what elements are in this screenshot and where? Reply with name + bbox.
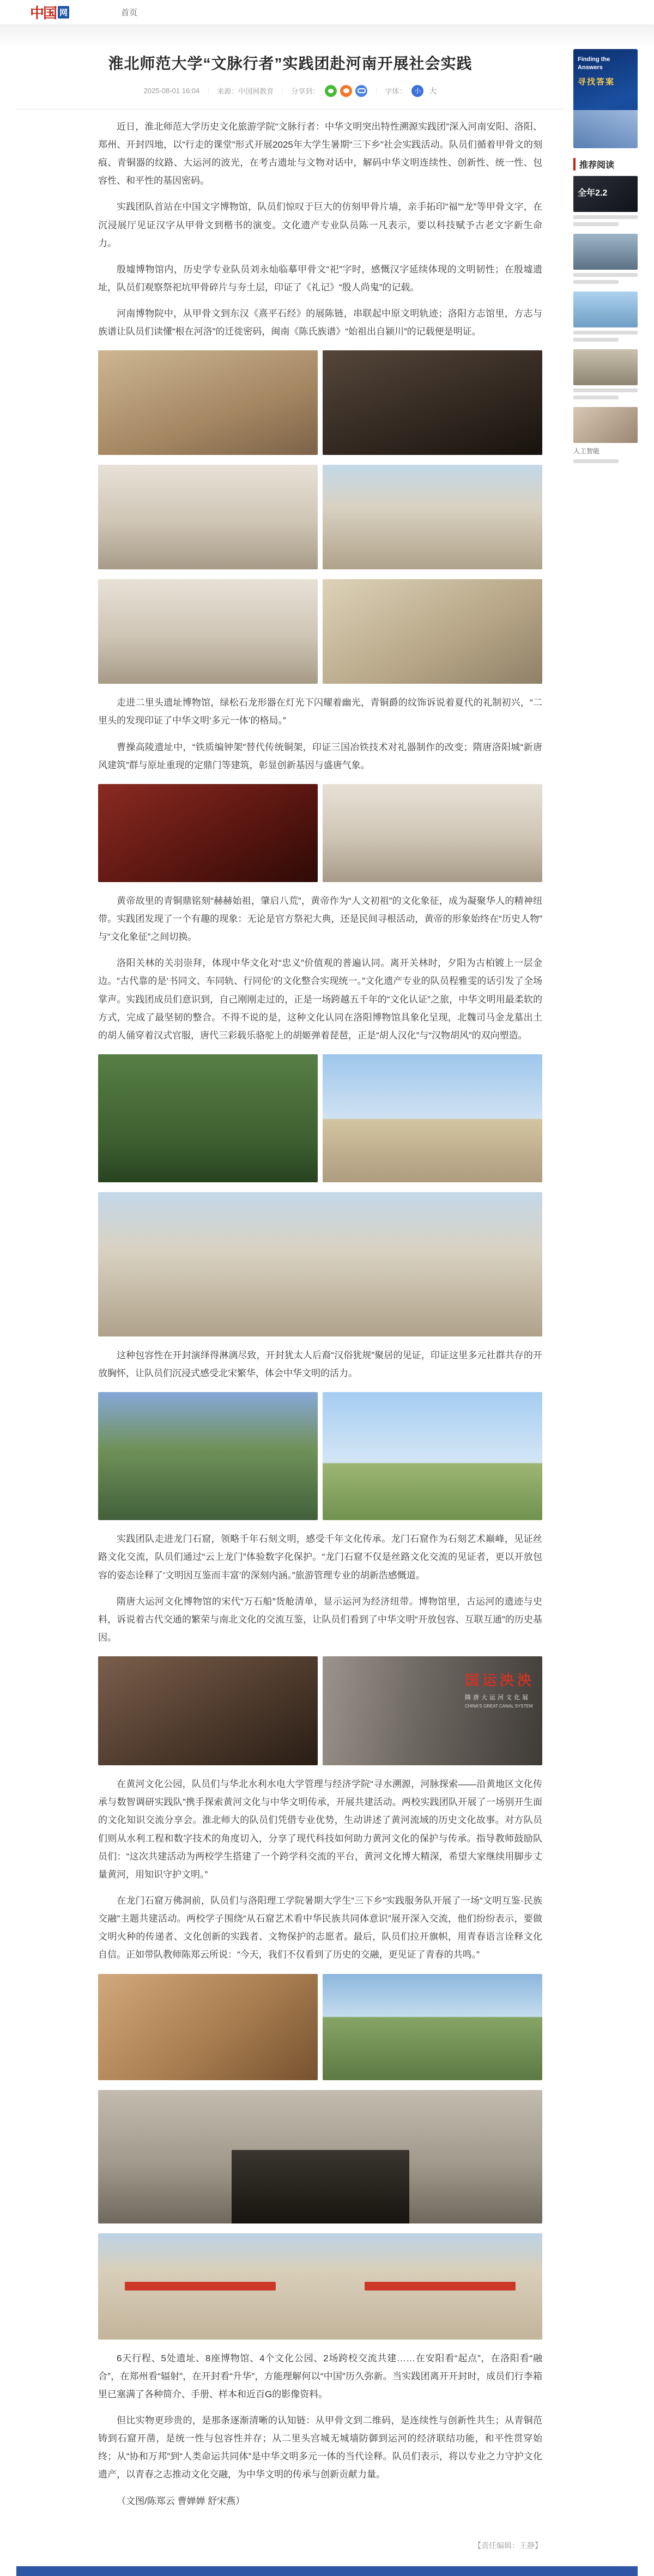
photo-display-case: [323, 579, 542, 684]
photo-canal-museum-entrance: [323, 1656, 542, 1765]
font-small-button[interactable]: 小: [411, 85, 423, 97]
photo-row: [98, 784, 542, 882]
caption-placeholder: [573, 388, 638, 392]
photo-oracle-bone-gallery: [323, 350, 542, 455]
thumbnail-overlay-text: 全年2.2: [578, 189, 608, 198]
recommend-thumbnail: [573, 291, 638, 327]
photo-row: [98, 1974, 542, 2080]
canal-sign-english: CHINA'S GREAT CANAL SYSTEM: [464, 1704, 533, 1709]
red-banner-left: [125, 2282, 276, 2291]
photo-row: [98, 350, 542, 455]
article-meta: 2025-08-01 16:04 ｜ 来源：中国网教育 ｜ 分享到： ｜ 字体： 小 大: [16, 85, 564, 97]
paragraph: 黄帝故里的青铜鼎铭刻“赫赫始祖，肇启八荒”，黄帝作为“人文初祖”的文化象征，成为凝聚华人的精神纽带。实践团发现了一个有趣的现象：无论是官方祭祀大典，还是民间寻根活动，黄帝的形象始终在“历史人物”与“文化象征”之间切换。: [98, 895, 542, 943]
photo-row: [98, 579, 542, 684]
red-banner-right: [365, 2282, 516, 2291]
font-large-button[interactable]: 大: [429, 86, 437, 95]
paragraph: 洛阳关林的关羽崇拜，体现中华文化对“忠义”价值观的普遍认同。离开关林时，夕阳为古柏镀上一层金边。“古代靠的是‘书同文、车同轨、行同伦’的文化整合实现统一。”文化遗产专业的队员程雅雯的话引发了全场掌声。实践团成员们意识到，自己刚刚走过的，正是一场跨越五千年的“文化认证”之旅，中华文明用最柔软的方式，完成了最坚韧的整合。不得不说的是，这种文化认同在洛阳博物馆具象化呈现，北魏司马金龙墓出土的胡人俑穿着汉式官服，唐代三彩载乐骆驼上的胡姬弹着琵琶，正是“胡人汉化”与“汉物胡风”的双向塑造。: [98, 958, 542, 1041]
paragraph: 曹操高陵遗址中，“铁质编钟架”替代传统铜架，印证三国冶铁技术对礼器制作的改变；隋唐洛阳城“新唐风建筑”群与原址重现的定鼎门等建筑，彰显创新基因与盛唐气象。: [98, 742, 542, 770]
photo-script-museum-exhibit: [98, 350, 318, 455]
publish-date: 2025-08-01 16:04: [143, 87, 200, 95]
photo-exhibit-corridor: [98, 579, 318, 684]
share-label: 分享到：: [291, 87, 320, 96]
site-logo[interactable]: [30, 2, 69, 22]
caption-placeholder: [573, 222, 619, 226]
recommend-thumbnail: [573, 234, 638, 270]
caption-placeholder: [573, 280, 619, 284]
paragraph: 但比实物更珍贵的，是那条逐渐清晰的认知链：从甲骨文到二维码，是连续性与创新性共生；从青铜范铸到石窟开凿，是统一性与包容性并存；从二里头宫城无城墙防御到运河的经济联结功能，和平性贯穿始终；从“协和万邦”到“人类命运共同体”是中华文明多元一体的当代诠释。队员们表示，将以专业之力守护文化遗产，以青春之志推动文化交融，为中华文明的传承与创新贡献力量。: [98, 2415, 542, 2480]
meta-divider: [16, 109, 564, 110]
paragraph: 在黄河文化公园，队员们与华北水利水电大学管理与经济学院“寻水溯源，河脉探索——沿黄地区文化传承与数智调研实践队”携手探索黄河文化与中华文明传承，开展共建活动。两校实践团队开展了一场别开生面的文化知识交流分享会。淮北师大的队员们凭借专业优势，生动讲述了黄河流域的历史文化故事。对方队员们则从水利工程和数字技术的角度切入，分享了现代科技如何助力黄河文化的保护与传承。指导教师鼓励队员们：“这次共建活动为两校学生搭建了一个跨学科交流的平台，黄河文化博大精深，希望大家继续用脚步丈量黄河，用知识守护文明。”: [98, 1779, 542, 1880]
logo-cn-text: 中国: [30, 5, 57, 21]
caption-placeholder: [573, 396, 619, 399]
photo-team-group-banner: [98, 2233, 542, 2340]
author-credit: （文图/陈郑云 曹婵婵 舒宋燕）: [117, 2495, 245, 2506]
caption-placeholder: [573, 338, 619, 342]
paragraph: 在龙门石窟万佛洞前，队员们与洛阳理工学院暑期大学生“三下乡”实践服务队开展了一场“文明互鉴·民族交融”主题共建活动。两校学子围绕“从石窟艺术看中华民族共同体意识”展开深入交流，他们纷纷表示，要做文明火种的传递者、文化创新的实践者、文物保护的志愿者。最后，队员们拉开旗帜，用青春语言诠释文化自信。正如带队教师陈郑云所说：“今天，我们不仅看到了历史的交融，更见证了青春的共鸣。”: [98, 1895, 542, 1960]
article-body: [98, 118, 542, 2551]
photo-hanfu-interview: [98, 1656, 318, 1765]
paragraph: 6天行程、5处遗址、8座博物馆、4个文化公园、2场跨校交流共建……在安阳看“起点”，在洛阳看“融合”，在郑州看“辐射”，在开封看“升华”，方能理解何以“中国”历久弥新。当实践团离开开封时，成员们行李箱里已塞满了各种简介、手册、样本和近百G的影像资料。: [98, 2353, 542, 2399]
paragraph: 近日，淮北师范大学历史文化旅游学院“文脉行者：中华文明突出特性溯源实践团”深入河南安阳、洛阳、郑州、开封四地，以“行走的课堂”形式开展2025年大学生暑期“三下乡”社会实践活动。队员们循着甲骨文的刻痕、青铜器的纹路、大运河的波光，在考古遗址与文物对话中，解码中华文明连续性、创新性、统一性、包容性、和平性的基因密码。: [98, 121, 542, 186]
recommend-thumbnail: [573, 349, 638, 385]
logo-net-text: 网: [58, 6, 69, 19]
ad-english-text: Finding the Answers: [578, 56, 610, 71]
paragraph: 实践团队首站在中国文字博物馆，队员们惊叹于巨大的仿刻甲骨片墙，亲手拓印“福”“龙”等甲骨文字，在沉浸展厅见证汉字从甲骨文到楷书的演变。文化遗产专业队员陈一凡表示，要以科技赋予古老文字新生命力。: [98, 202, 542, 248]
photo-row: [98, 465, 542, 569]
paragraph: 河南博物院中，从甲骨文到东汉《熹平石经》的展陈链，串联起中原文明轨迹；洛阳方志馆里，方志与族谱让队员们读懂“根在河洛”的迁徙密码，闽南《陈氏族谱》“始祖出自颍川”的记载便是明证。: [98, 308, 542, 337]
photo-museum-facade-wide: [98, 2090, 542, 2223]
site-footer-bar: [16, 2566, 638, 2576]
photo-street-survey-wide: [98, 1192, 542, 1336]
paragraph: 走进二里头遗址博物馆，绿松石龙形器在灯光下闪耀着幽光，青铜爵的纹饰诉说着夏代的礼制初兴，“二里头的发现印证了中华文明‘多元一体’的格局。”: [98, 697, 542, 726]
photo-outdoor-interview: [323, 1054, 542, 1182]
caption-placeholder: [573, 273, 638, 277]
photo-indoor-interview: [98, 1974, 318, 2080]
weibo-share-icon[interactable]: [340, 85, 352, 97]
recommend-thumbnail: [573, 407, 638, 443]
photo-field-visit: [323, 1392, 542, 1520]
recommend-item-caption: 人工智能: [573, 447, 600, 455]
recommend-item[interactable]: [573, 291, 638, 342]
photo-row: [98, 1054, 542, 1182]
paragraph: 实践团队走进龙门石窟，领略千年石刻文明，感受千年文化传承。龙门石窟作为石刻艺术巅峰，见证丝路文化交流，队员们通过“云上龙门”体验数字化保护。“龙门石窟不仅是丝路文化交流的见证者，更以开放包容的姿态诠释了‘文明因互鉴而丰富’的深刻内涵。”旅游管理专业的胡新浩感慨道。: [98, 1534, 542, 1581]
font-size-label: 字体：: [385, 87, 407, 96]
ad-image: [573, 110, 638, 148]
source-label: 来源：: [217, 87, 239, 96]
recommend-item[interactable]: [573, 407, 638, 463]
caption-placeholder: [573, 459, 619, 463]
canal-sign-subtitle: 隋唐大运河文化展: [464, 1694, 530, 1702]
photo-prayer-ribbons-trees: [98, 1054, 318, 1182]
sidebar-ad-banner[interactable]: [573, 49, 638, 148]
sidebar: [573, 47, 638, 471]
photo-museum-interior: [323, 784, 542, 882]
recommend-thumbnail: [573, 176, 638, 212]
photo-red-exhibition-hall: [98, 784, 318, 882]
photo-row: [98, 1656, 542, 1765]
recommend-item[interactable]: [573, 349, 638, 399]
recommend-item[interactable]: [573, 234, 638, 284]
canal-exhibition-sign: [465, 1669, 535, 1709]
source-name[interactable]: 中国网教育: [238, 87, 274, 96]
article-column: [16, 47, 564, 2566]
photo-statue-park: [98, 1392, 318, 1520]
responsible-editor: 【责任编辑：王静】: [474, 2541, 542, 2550]
photo-joint-team-outdoor: [323, 1974, 542, 2080]
ad-chinese-text: 寻找答案: [578, 77, 615, 87]
paragraph: 殷墟博物馆内，历史学专业队员刘永灿临摹甲骨文“祀”字时，感慨汉字延续体现的文明韧性；在殷墟遗址，队员们观察祭祀坑甲骨碎片与夯土层，印证了《礼记》“殷人尚鬼”的记载。: [98, 264, 542, 293]
paragraph: 隋唐大运河文化博物馆的宋代“万石船”货舱清单，显示运河为经济纽带。博物馆里，古运河的遗迹与史料，诉说着古代交通的繁荣与南北文化的交流互鉴，让队员们看到了中华文明“开放包容、互联互通”的历史基因。: [98, 1596, 542, 1643]
canal-sign-title: 国运泱泱: [464, 1673, 535, 1689]
nav-home-link[interactable]: 首页: [121, 8, 138, 17]
site-header: [0, 0, 654, 25]
caption-placeholder: [573, 331, 638, 335]
article-title: 淮北师范大学“文脉行者”实践团赴河南开展社会实践: [108, 55, 473, 72]
paragraph: 这种包容性在开封演绎得淋漓尽致，开封犹太人后裔“汉俗犹规”聚居的见证，印证这里多元社群共存的开放胸怀，让队员们沉浸式感受北宋繁华，体会中华文明的活力。: [98, 1350, 542, 1379]
caption-placeholder: [573, 215, 638, 219]
photo-rubbing-workshop: [98, 465, 318, 569]
photo-yinxu-site-visit: [323, 465, 542, 569]
header-shadow: [0, 25, 654, 47]
photo-row: [98, 1392, 542, 1520]
recommend-heading: 推荐阅读: [573, 158, 638, 171]
copylink-share-icon[interactable]: [355, 85, 367, 97]
wechat-share-icon[interactable]: [325, 85, 337, 97]
recommend-item[interactable]: [573, 176, 638, 226]
